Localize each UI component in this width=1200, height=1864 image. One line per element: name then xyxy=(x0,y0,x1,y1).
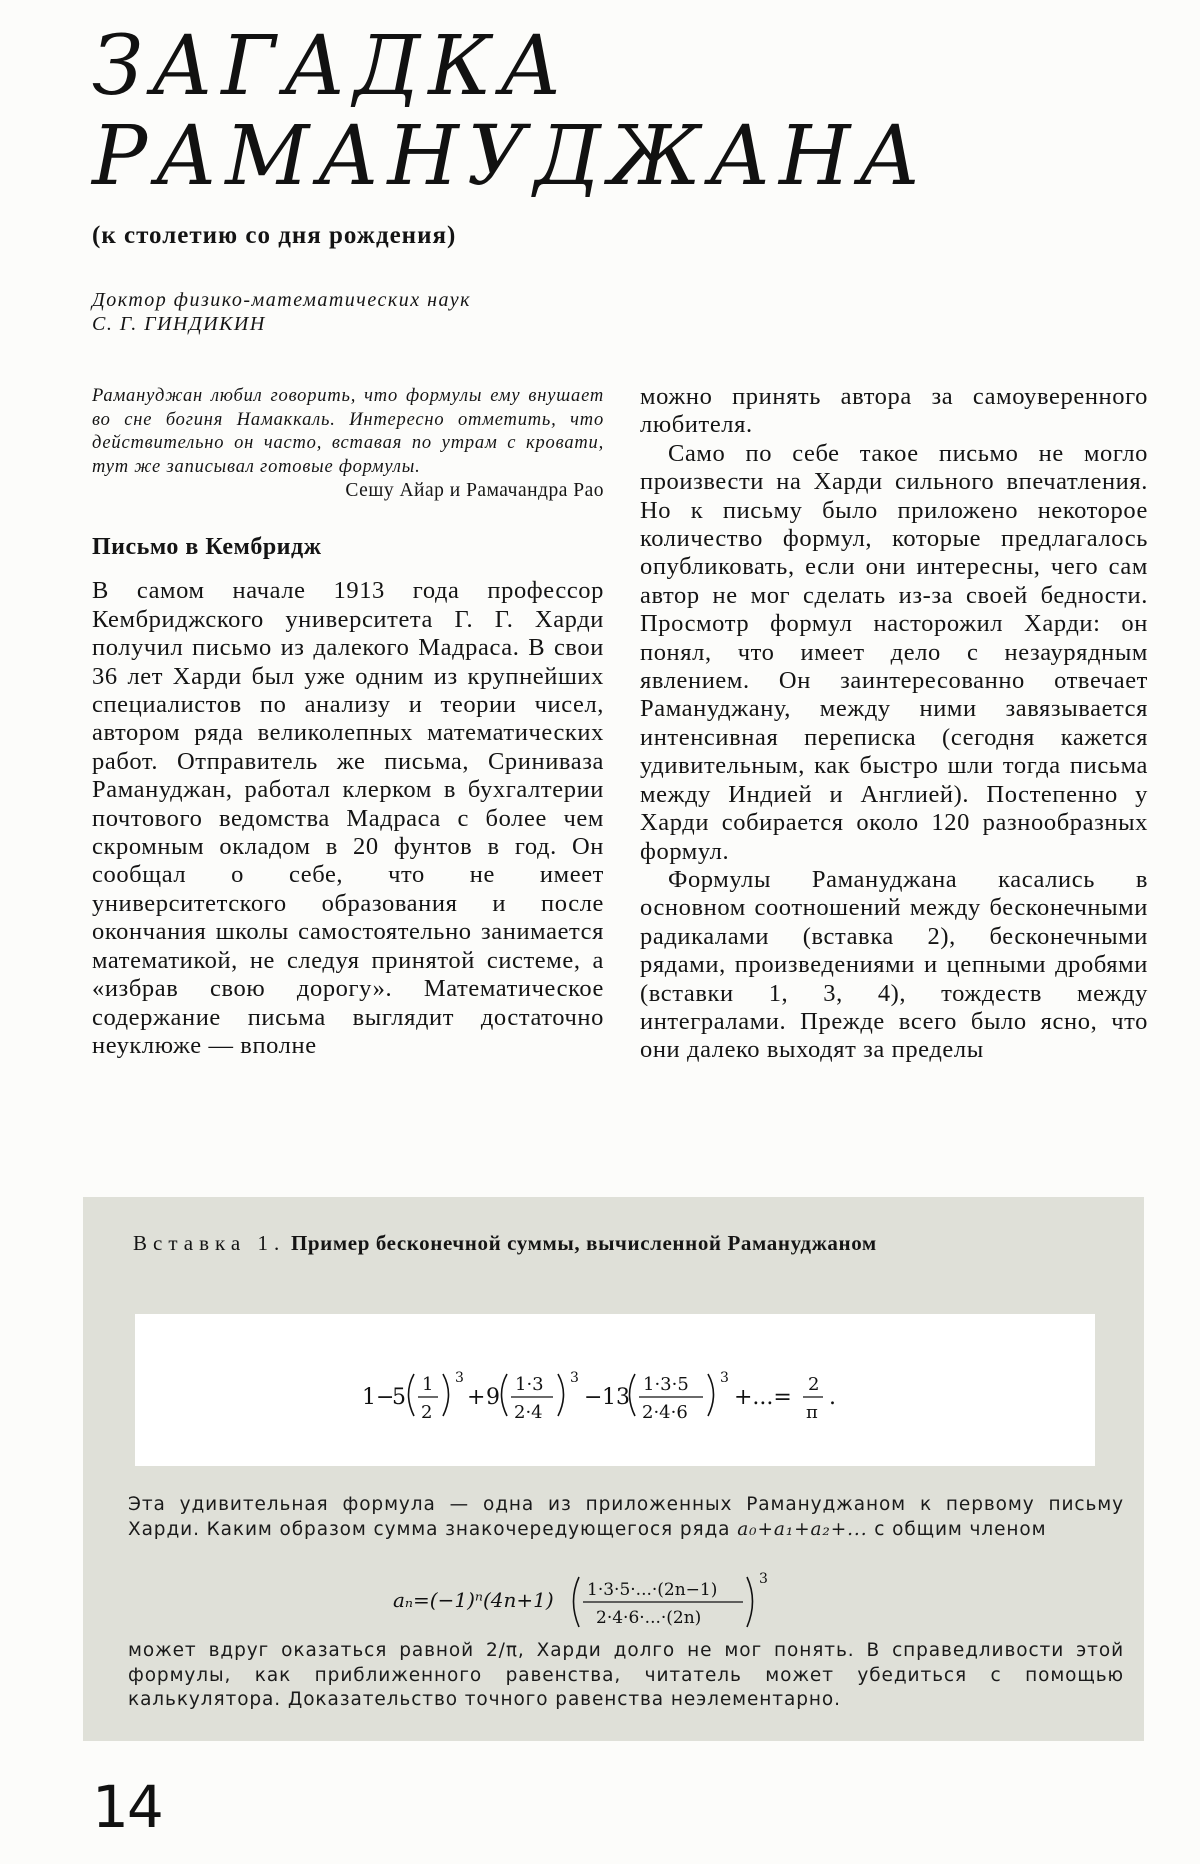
paren-right xyxy=(708,1374,714,1416)
power-3: 3 xyxy=(455,1370,464,1386)
formula-minus: − xyxy=(376,1385,395,1410)
right-column xyxy=(640,383,1148,1065)
section-heading: Письмо в Кембридж xyxy=(92,534,322,560)
inset-paragraph-2: может вдруг оказаться равной 2/π, Харди долго не мог понять. В справедливости этой формулы, как приближенного равенства, читатель может убедиться с помощью калькулятора. Доказательство точного равенства неэлементарно. xyxy=(128,1640,1124,1710)
formula-term-1: 1 xyxy=(362,1385,376,1410)
frac1-den: 2 xyxy=(421,1402,433,1423)
formula-coef-13: 13 xyxy=(602,1385,630,1410)
paren-left xyxy=(409,1374,415,1416)
frac2-den: 2·4 xyxy=(514,1402,543,1423)
body-paragraph: Само по себе такое письмо не могло произвести на Харди сильного впечатления. Но к письму было приложено некоторое количество формул, которые предлагалось опубликовать, если они интересны, чего сам автор не мог сделать из-за своей бедности. Просмотр формул насторожил Харди: он понял, что имеет дело с незаурядным явлением. Он заинтересованно отвечает Рамануджану, между ними завязывается интенсивная переписка (сегодня кажется удивительным, как быстро шли тогда письма между Индией и Англией). Постепенно у Харди собирается около 120 разнообразных формул. xyxy=(640,439,1148,865)
title-line-2: РАМАНУДЖАНА xyxy=(92,109,929,204)
inset-label: Вставка 1. xyxy=(133,1231,286,1255)
article-title xyxy=(92,19,929,204)
formula-period: . xyxy=(829,1385,836,1410)
paren-right xyxy=(558,1374,564,1416)
formula-coef-5: 5 xyxy=(392,1385,406,1410)
frac3-den: 2·4·6 xyxy=(642,1402,688,1423)
general-term-lhs: aₙ=(−1)ⁿ(4n+1) xyxy=(393,1588,554,1612)
author-block xyxy=(92,288,471,336)
body-paragraph: В самом начале 1913 года профессор Кембриджского университета Г. Г. Харди получил письмо из далекого Мадраса. В свои 36 лет Харди был уже одним из крупнейших специалистов по анализу и теории чисел, автором ряда великолепных математических работ. Отправитель же письма, Сриниваза Рамануджан, работал клерком в бухгалтерии почтового ведомства Мадраса с более чем скромным окладом в 20 фунтов в год. Он сообщал о себе, что не имеет университетского образования и после окончания школы самостоятельно занимается математикой, не следуя принятой системе, а «избрав свою дорогу». Математическое содержание письма выглядит достаточно неуклюже — вполне xyxy=(92,577,604,1059)
inset-paragraph-1 xyxy=(128,1493,1124,1542)
general-term-den: 2·4·6·...·(2n) xyxy=(596,1608,702,1628)
body-paragraph: можно принять автора за самоуверенного любителя. xyxy=(640,383,1148,439)
inset-text-1: Эта удивительная формула — одна из приложенных Рамануджаном к первому письму Харди. Каким образом сумма знакочередующегося ряда xyxy=(128,1494,1124,1540)
paren-left xyxy=(630,1374,636,1416)
article-subtitle: (к столетию со дня рождения) xyxy=(92,222,457,249)
rhs-den: π xyxy=(806,1402,818,1423)
general-term-formula xyxy=(393,1567,833,1631)
paren-left xyxy=(502,1374,508,1416)
power-3: 3 xyxy=(759,1571,768,1587)
page-number: 14 xyxy=(92,1773,162,1841)
inset-text-2: с общим членом xyxy=(867,1518,1047,1540)
author-name: С. Г. ГИНДИКИН xyxy=(92,313,266,335)
frac2-num: 1·3 xyxy=(515,1374,544,1395)
epigraph-source: Сешу Айар и Рамачандра Рао xyxy=(345,480,604,501)
rhs-num: 2 xyxy=(808,1374,820,1395)
epigraph-text: Рамануджан любил говорить, что формулы ему внушает во сне богиня Намаккаль. Интересно отметить, что действительно он часто, вставая по утрам с кровати, тут же записывал готовые формулы. xyxy=(92,386,604,477)
left-column xyxy=(92,385,604,1060)
formula-minus: − xyxy=(584,1385,603,1410)
formula-ellipsis-equals: +...= xyxy=(734,1385,792,1410)
frac1-num: 1 xyxy=(422,1374,434,1395)
power-3: 3 xyxy=(570,1370,579,1386)
paren-left xyxy=(574,1577,580,1627)
paren-right xyxy=(443,1374,449,1416)
formula-coef-9: 9 xyxy=(486,1385,500,1410)
author-degree: Доктор физико-математических наук xyxy=(92,289,471,311)
ramanujan-series-formula xyxy=(135,1314,1095,1466)
power-3: 3 xyxy=(720,1370,729,1386)
inset-title xyxy=(133,1231,877,1256)
frac3-num: 1·3·5 xyxy=(643,1374,689,1395)
series-expression: a₀+a₁+a₂+... xyxy=(737,1518,868,1540)
formula-box xyxy=(135,1314,1095,1466)
formula-plus: + xyxy=(467,1385,486,1410)
body-paragraph: Формулы Рамануджана касались в основном соотношений между бесконечными радикалами (вставка 2), бесконечными рядами, произведениями и цепными дробями (вставки 1, 3, 4), тождеств между интегралами. Прежде всего было ясно, что они далеко выходят за пределы xyxy=(640,865,1148,1064)
title-line-1: ЗАГАДКА xyxy=(92,19,570,114)
general-term-num: 1·3·5·...·(2n−1) xyxy=(587,1580,718,1600)
inset-caption: Пример бесконечной суммы, вычисленной Рамануджаном xyxy=(290,1231,877,1255)
paren-right xyxy=(747,1577,753,1627)
inset-box-1 xyxy=(83,1197,1144,1741)
